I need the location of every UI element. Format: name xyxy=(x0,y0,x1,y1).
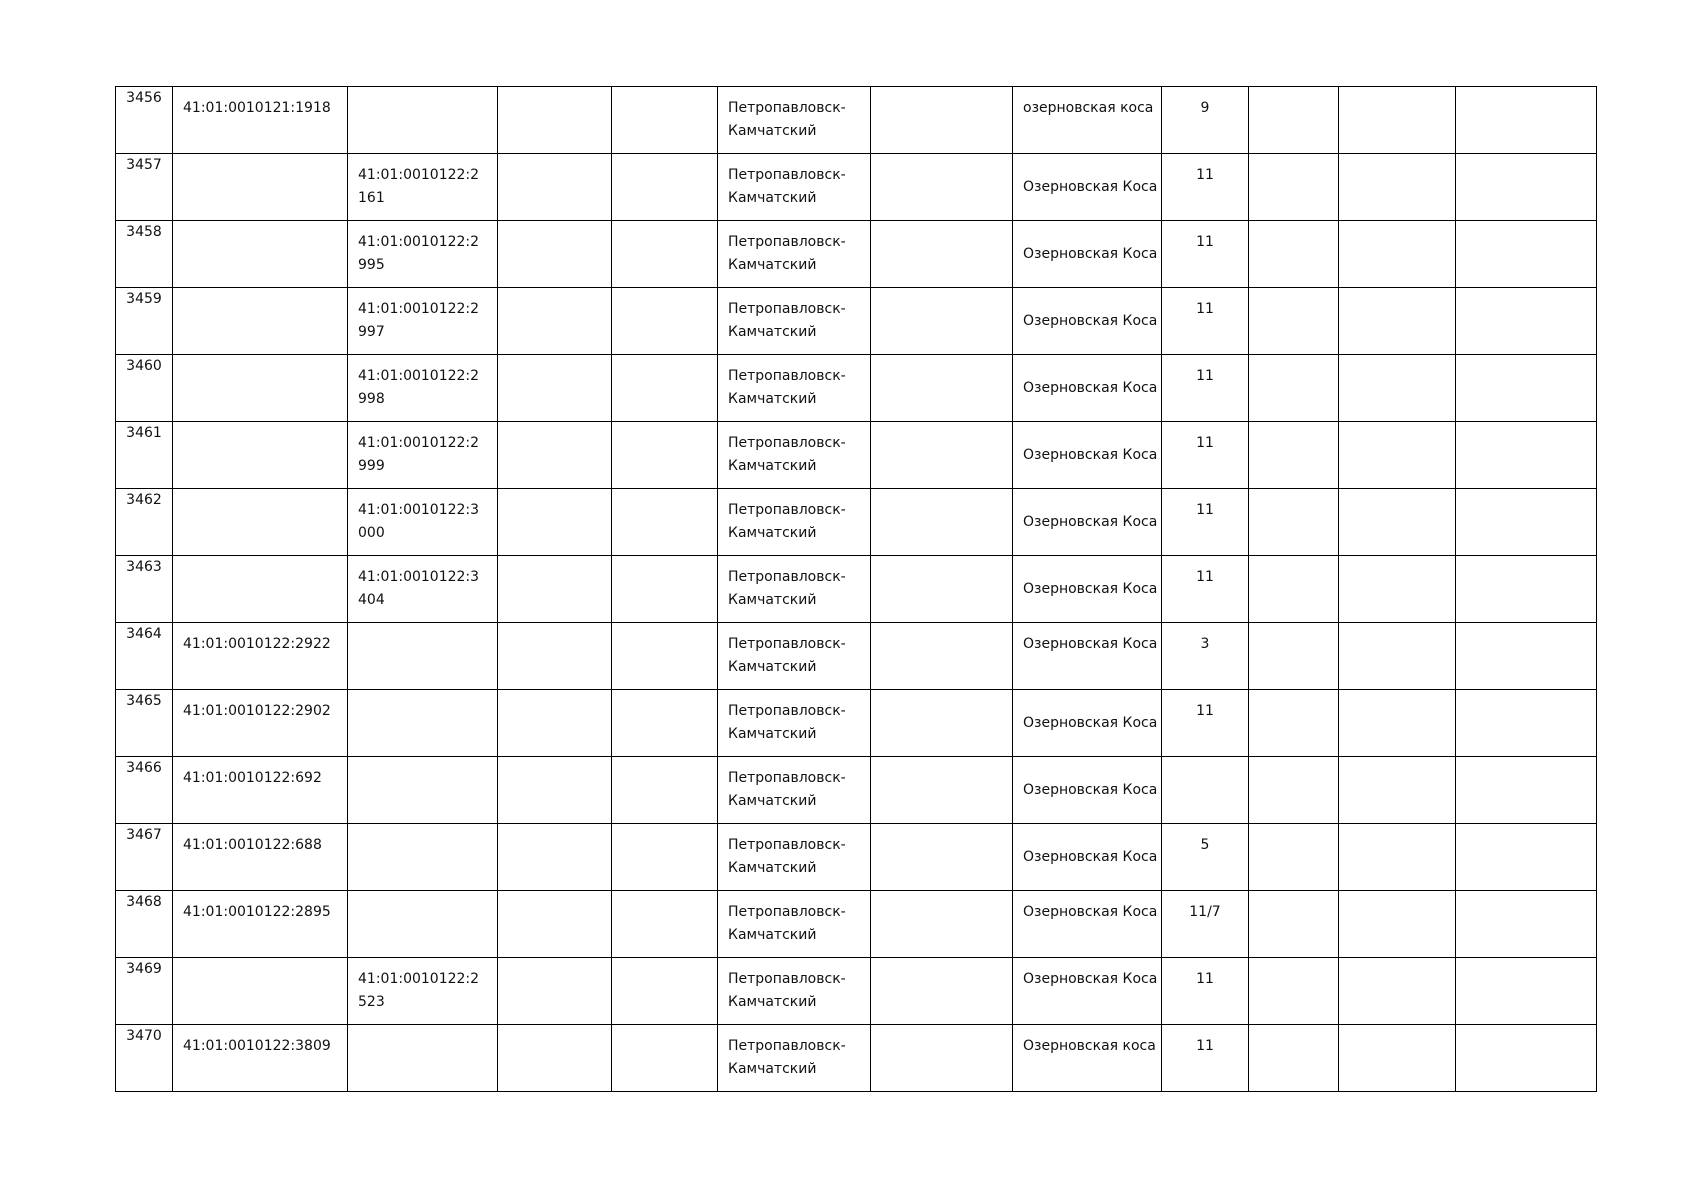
row-number: 3456 xyxy=(126,90,162,106)
table-row xyxy=(116,824,1597,891)
cadastral-number: 41:01:0010122:2895 xyxy=(183,904,331,920)
house-number xyxy=(1162,757,1248,767)
empty-cell xyxy=(498,221,612,288)
street-cell xyxy=(1013,824,1162,891)
empty-cell xyxy=(1456,958,1597,1025)
empty-cell xyxy=(871,422,1013,489)
empty-cell xyxy=(1249,824,1339,891)
empty-cell xyxy=(498,87,612,154)
row-number: 3463 xyxy=(126,559,162,575)
cadastral-number: 41:01:0010122:688 xyxy=(183,837,322,853)
object-cadastral-number xyxy=(348,891,497,901)
empty-cell xyxy=(1456,690,1597,757)
cadastral-number-cell xyxy=(173,623,348,690)
cadastral-number-cell xyxy=(173,154,348,221)
row-number: 3464 xyxy=(126,626,162,642)
cadastral-number: 41:01:0010122:3809 xyxy=(183,1038,331,1054)
empty-cell xyxy=(498,623,612,690)
object-cadastral-number: 41:01:0010122:2995 xyxy=(358,234,480,273)
house-cell xyxy=(1162,422,1249,489)
empty-cell xyxy=(1249,489,1339,556)
city-cell xyxy=(718,958,871,1025)
empty-cell xyxy=(871,958,1013,1025)
empty-cell xyxy=(498,288,612,355)
table-row xyxy=(116,87,1597,154)
empty-cell xyxy=(498,154,612,221)
city: Петропавловск-Камчатский xyxy=(728,368,846,407)
street: Озерновская Коса xyxy=(1023,513,1158,530)
street: Озерновская Коса xyxy=(1023,714,1158,731)
cadastral-number-cell xyxy=(173,422,348,489)
empty-cell xyxy=(498,958,612,1025)
empty-cell xyxy=(1456,824,1597,891)
object-cadastral-number: 41:01:0010122:2161 xyxy=(358,167,480,206)
cadastral-number xyxy=(173,489,347,499)
empty-cell xyxy=(498,690,612,757)
street: Озерновская Коса xyxy=(1023,178,1158,195)
table-row xyxy=(116,757,1597,824)
empty-cell xyxy=(1249,355,1339,422)
street-cell xyxy=(1013,690,1162,757)
row-number: 3470 xyxy=(126,1028,162,1044)
object-cadastral-number: 41:01:0010122:2997 xyxy=(358,301,480,340)
empty-cell xyxy=(871,489,1013,556)
cadastral-number xyxy=(173,958,347,968)
street: Озерновская Коса xyxy=(1023,312,1158,329)
object-cadastral-number: 41:01:0010122:2523 xyxy=(358,971,480,1010)
cadastral-number-cell xyxy=(173,288,348,355)
house-cell xyxy=(1162,623,1249,690)
city-cell xyxy=(718,154,871,221)
table-row xyxy=(116,355,1597,422)
empty-cell xyxy=(1249,154,1339,221)
object-cadastral-number: 41:01:0010122:2999 xyxy=(358,435,480,474)
empty-cell xyxy=(1249,623,1339,690)
empty-cell xyxy=(612,556,718,623)
empty-cell xyxy=(612,154,718,221)
object-cadastral-number-cell xyxy=(348,824,498,891)
house-cell xyxy=(1162,355,1249,422)
street: Озерновская Коса xyxy=(1023,636,1158,652)
house-cell xyxy=(1162,757,1249,824)
object-cadastral-number-cell xyxy=(348,891,498,958)
object-cadastral-number-cell xyxy=(348,623,498,690)
empty-cell xyxy=(1339,221,1456,288)
house-number: 3 xyxy=(1200,636,1210,652)
row-number-cell xyxy=(116,757,173,824)
cadastral-number-cell xyxy=(173,355,348,422)
empty-cell xyxy=(1456,1025,1597,1092)
object-cadastral-number-cell xyxy=(348,958,498,1025)
empty-cell xyxy=(612,1025,718,1092)
city-cell xyxy=(718,87,871,154)
house-cell xyxy=(1162,489,1249,556)
city: Петропавловск-Камчатский xyxy=(728,100,846,139)
empty-cell xyxy=(498,757,612,824)
object-cadastral-number-cell xyxy=(348,288,498,355)
empty-cell xyxy=(612,288,718,355)
empty-cell xyxy=(1339,757,1456,824)
empty-cell xyxy=(1249,556,1339,623)
empty-cell xyxy=(612,958,718,1025)
object-cadastral-number-cell xyxy=(348,556,498,623)
empty-cell xyxy=(871,623,1013,690)
empty-cell xyxy=(1339,556,1456,623)
empty-cell xyxy=(871,757,1013,824)
city-cell xyxy=(718,489,871,556)
empty-cell xyxy=(612,824,718,891)
object-cadastral-number: 41:01:0010122:3404 xyxy=(358,569,480,608)
empty-cell xyxy=(498,355,612,422)
row-number-cell xyxy=(116,355,173,422)
row-number-cell xyxy=(116,422,173,489)
city: Петропавловск-Камчатский xyxy=(728,1038,846,1077)
street-cell xyxy=(1013,221,1162,288)
empty-cell xyxy=(498,891,612,958)
object-cadastral-number-cell xyxy=(348,422,498,489)
table-row xyxy=(116,891,1597,958)
cadastral-number-cell xyxy=(173,757,348,824)
cadastral-number: 41:01:0010121:1918 xyxy=(183,100,331,116)
empty-cell xyxy=(1339,422,1456,489)
street-cell xyxy=(1013,422,1162,489)
empty-cell xyxy=(498,1025,612,1092)
house-number: 5 xyxy=(1200,837,1210,853)
empty-cell xyxy=(1249,87,1339,154)
row-number: 3461 xyxy=(126,425,162,441)
street-cell xyxy=(1013,87,1162,154)
street-cell xyxy=(1013,288,1162,355)
empty-cell xyxy=(1456,288,1597,355)
street-cell xyxy=(1013,891,1162,958)
city: Петропавловск-Камчатский xyxy=(728,904,846,943)
empty-cell xyxy=(1249,1025,1339,1092)
cadastral-number-cell xyxy=(173,891,348,958)
house-cell xyxy=(1162,221,1249,288)
table-row xyxy=(116,1025,1597,1092)
empty-cell xyxy=(871,824,1013,891)
empty-cell xyxy=(612,623,718,690)
row-number: 3459 xyxy=(126,291,162,307)
row-number-cell xyxy=(116,891,173,958)
empty-cell xyxy=(612,690,718,757)
street: Озерновская Коса xyxy=(1023,580,1158,597)
empty-cell xyxy=(1249,422,1339,489)
empty-cell xyxy=(1456,891,1597,958)
empty-cell xyxy=(1249,891,1339,958)
empty-cell xyxy=(1249,221,1339,288)
empty-cell xyxy=(1456,422,1597,489)
house-cell xyxy=(1162,154,1249,221)
house-cell xyxy=(1162,824,1249,891)
house-number: 11 xyxy=(1196,301,1214,317)
street: Озерновская Коса xyxy=(1023,904,1158,920)
house-number: 11 xyxy=(1196,569,1214,585)
city: Петропавловск-Камчатский xyxy=(728,234,846,273)
cadastral-number xyxy=(173,355,347,365)
table-row xyxy=(116,422,1597,489)
cadastral-number-cell xyxy=(173,556,348,623)
row-number: 3467 xyxy=(126,827,162,843)
cadastral-number: 41:01:0010122:2922 xyxy=(183,636,331,652)
street-cell xyxy=(1013,355,1162,422)
table-row xyxy=(116,556,1597,623)
table-body xyxy=(116,87,1597,1092)
empty-cell xyxy=(1339,489,1456,556)
empty-cell xyxy=(1339,690,1456,757)
street: Озерновская Коса xyxy=(1023,245,1158,262)
empty-cell xyxy=(612,87,718,154)
empty-cell xyxy=(1249,690,1339,757)
empty-cell xyxy=(871,221,1013,288)
object-cadastral-number-cell xyxy=(348,87,498,154)
object-cadastral-number-cell xyxy=(348,355,498,422)
city-cell xyxy=(718,556,871,623)
row-number-cell xyxy=(116,154,173,221)
cadastral-number xyxy=(173,422,347,432)
object-cadastral-number xyxy=(348,757,497,767)
empty-cell xyxy=(871,556,1013,623)
empty-cell xyxy=(498,422,612,489)
row-number: 3468 xyxy=(126,894,162,910)
street-cell xyxy=(1013,154,1162,221)
city: Петропавловск-Камчатский xyxy=(728,770,846,809)
street-cell xyxy=(1013,757,1162,824)
house-cell xyxy=(1162,891,1249,958)
street-cell xyxy=(1013,958,1162,1025)
street-cell xyxy=(1013,556,1162,623)
empty-cell xyxy=(1456,556,1597,623)
house-cell xyxy=(1162,958,1249,1025)
house-cell xyxy=(1162,556,1249,623)
empty-cell xyxy=(1456,221,1597,288)
empty-cell xyxy=(612,489,718,556)
row-number: 3462 xyxy=(126,492,162,508)
street-cell xyxy=(1013,1025,1162,1092)
city-cell xyxy=(718,690,871,757)
empty-cell xyxy=(612,355,718,422)
object-cadastral-number-cell xyxy=(348,690,498,757)
street-cell xyxy=(1013,623,1162,690)
house-number: 11 xyxy=(1196,703,1214,719)
row-number-cell xyxy=(116,824,173,891)
row-number-cell xyxy=(116,556,173,623)
table-row xyxy=(116,690,1597,757)
object-cadastral-number-cell xyxy=(348,221,498,288)
cadastral-number xyxy=(173,288,347,298)
row-number: 3458 xyxy=(126,224,162,240)
city: Петропавловск-Камчатский xyxy=(728,435,846,474)
empty-cell xyxy=(1339,891,1456,958)
object-cadastral-number-cell xyxy=(348,1025,498,1092)
house-number: 11/7 xyxy=(1189,904,1221,920)
empty-cell xyxy=(1249,757,1339,824)
object-cadastral-number: 41:01:0010122:2998 xyxy=(358,368,480,407)
city-cell xyxy=(718,422,871,489)
object-cadastral-number-cell xyxy=(348,489,498,556)
cadastral-number xyxy=(173,221,347,231)
empty-cell xyxy=(871,87,1013,154)
city: Петропавловск-Камчатский xyxy=(728,167,846,206)
row-number: 3457 xyxy=(126,157,162,173)
table-row xyxy=(116,623,1597,690)
street: Озерновская Коса xyxy=(1023,848,1158,865)
street: Озерновская коса xyxy=(1023,1038,1156,1054)
empty-cell xyxy=(1339,1025,1456,1092)
cadastral-number-cell xyxy=(173,1025,348,1092)
cadastral-number xyxy=(173,154,347,164)
empty-cell xyxy=(612,422,718,489)
city: Петропавловск-Камчатский xyxy=(728,636,846,675)
table-row xyxy=(116,958,1597,1025)
cadastral-number: 41:01:0010122:2902 xyxy=(183,703,331,719)
empty-cell xyxy=(871,288,1013,355)
city-cell xyxy=(718,288,871,355)
house-number: 11 xyxy=(1196,435,1214,451)
street: Озерновская Коса xyxy=(1023,379,1158,396)
house-cell xyxy=(1162,288,1249,355)
empty-cell xyxy=(1249,288,1339,355)
cadastral-number-cell xyxy=(173,690,348,757)
house-cell xyxy=(1162,690,1249,757)
cadastral-number-cell xyxy=(173,824,348,891)
table-row xyxy=(116,288,1597,355)
street: Озерновская Коса xyxy=(1023,781,1158,798)
row-number-cell xyxy=(116,221,173,288)
object-cadastral-number xyxy=(348,824,497,834)
empty-cell xyxy=(612,757,718,824)
row-number-cell xyxy=(116,489,173,556)
house-number: 11 xyxy=(1196,234,1214,250)
empty-cell xyxy=(498,489,612,556)
object-cadastral-number xyxy=(348,690,497,700)
empty-cell xyxy=(1456,623,1597,690)
empty-cell xyxy=(871,1025,1013,1092)
object-cadastral-number xyxy=(348,87,497,97)
empty-cell xyxy=(1339,355,1456,422)
row-number-cell xyxy=(116,1025,173,1092)
empty-cell xyxy=(498,824,612,891)
city: Петропавловск-Камчатский xyxy=(728,971,846,1010)
object-cadastral-number-cell xyxy=(348,757,498,824)
object-cadastral-number: 41:01:0010122:3000 xyxy=(358,502,480,541)
row-number-cell xyxy=(116,958,173,1025)
empty-cell xyxy=(871,891,1013,958)
empty-cell xyxy=(871,355,1013,422)
empty-cell xyxy=(871,154,1013,221)
object-cadastral-number xyxy=(348,623,497,633)
city-cell xyxy=(718,623,871,690)
empty-cell xyxy=(612,891,718,958)
cadastral-number-cell xyxy=(173,489,348,556)
street: озерновская коса xyxy=(1023,100,1154,116)
empty-cell xyxy=(1456,87,1597,154)
city-cell xyxy=(718,757,871,824)
empty-cell xyxy=(1456,355,1597,422)
city-cell xyxy=(718,1025,871,1092)
city-cell xyxy=(718,355,871,422)
city-cell xyxy=(718,891,871,958)
empty-cell xyxy=(1339,958,1456,1025)
empty-cell xyxy=(1339,623,1456,690)
house-number: 11 xyxy=(1196,971,1214,987)
object-cadastral-number xyxy=(348,1025,497,1035)
row-number: 3466 xyxy=(126,760,162,776)
empty-cell xyxy=(1339,288,1456,355)
cadastral-number: 41:01:0010122:692 xyxy=(183,770,322,786)
house-number: 11 xyxy=(1196,1038,1214,1054)
house-cell xyxy=(1162,1025,1249,1092)
cadastral-number xyxy=(173,556,347,566)
table-row xyxy=(116,154,1597,221)
city-cell xyxy=(718,824,871,891)
city: Петропавловск-Камчатский xyxy=(728,703,846,742)
empty-cell xyxy=(1339,87,1456,154)
house-number: 11 xyxy=(1196,167,1214,183)
empty-cell xyxy=(498,556,612,623)
row-number-cell xyxy=(116,690,173,757)
empty-cell xyxy=(612,221,718,288)
table-row xyxy=(116,221,1597,288)
row-number-cell xyxy=(116,623,173,690)
row-number: 3460 xyxy=(126,358,162,374)
cadastral-number-cell xyxy=(173,958,348,1025)
city: Петропавловск-Камчатский xyxy=(728,301,846,340)
cadastral-number-cell xyxy=(173,87,348,154)
empty-cell xyxy=(1339,154,1456,221)
street: Озерновская Коса xyxy=(1023,971,1158,987)
empty-cell xyxy=(1456,489,1597,556)
empty-cell xyxy=(1249,958,1339,1025)
city-cell xyxy=(718,221,871,288)
row-number: 3469 xyxy=(126,961,162,977)
row-number-cell xyxy=(116,87,173,154)
street-cell xyxy=(1013,489,1162,556)
city: Петропавловск-Камчатский xyxy=(728,569,846,608)
row-number-cell xyxy=(116,288,173,355)
object-cadastral-number-cell xyxy=(348,154,498,221)
city: Петропавловск-Камчатский xyxy=(728,837,846,876)
city: Петропавловск-Камчатский xyxy=(728,502,846,541)
cadastral-number-cell xyxy=(173,221,348,288)
street: Озерновская Коса xyxy=(1023,446,1158,463)
empty-cell xyxy=(871,690,1013,757)
house-number: 9 xyxy=(1200,100,1210,116)
registry-table xyxy=(115,86,1597,1092)
house-number: 11 xyxy=(1196,368,1214,384)
empty-cell xyxy=(1456,154,1597,221)
house-number: 11 xyxy=(1196,502,1214,518)
house-cell xyxy=(1162,87,1249,154)
empty-cell xyxy=(1456,757,1597,824)
row-number: 3465 xyxy=(126,693,162,709)
empty-cell xyxy=(1339,824,1456,891)
table-row xyxy=(116,489,1597,556)
